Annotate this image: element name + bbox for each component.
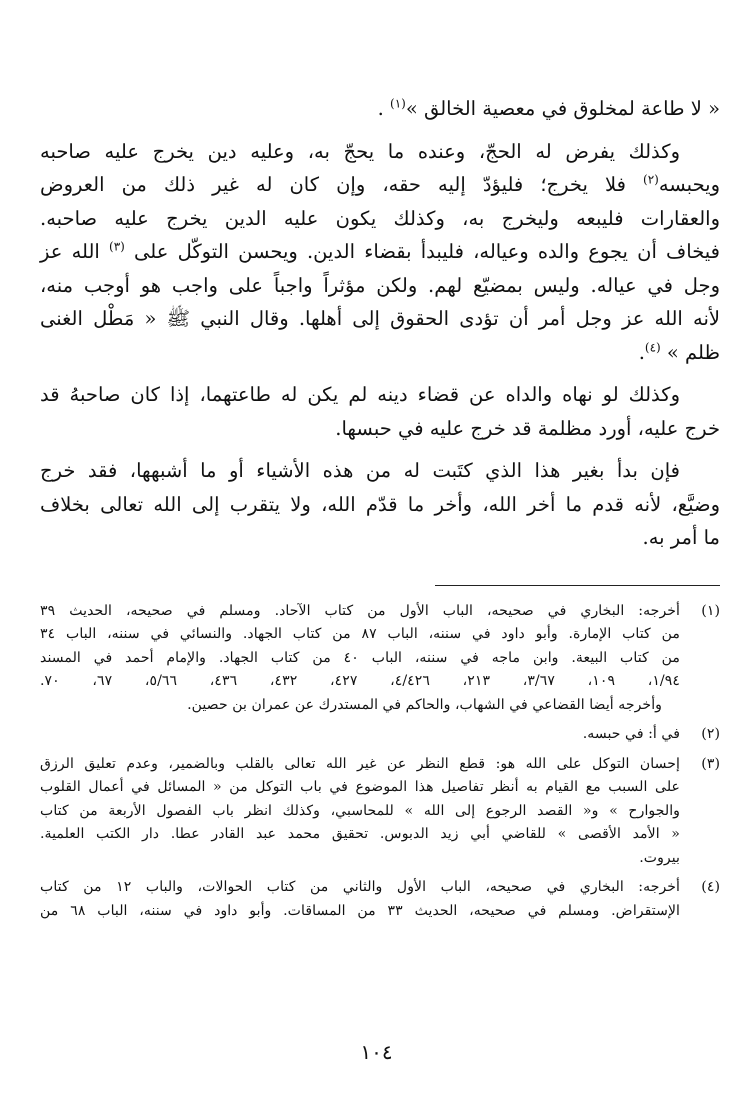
text-line: وجل في عياله. وليس بمضيّع لهم. ولكن مؤثراً واجباً على واجب هو أوجب منه، — [40, 273, 720, 297]
footnote-1 — [40, 600, 720, 718]
footnote-line: على السبب مع القيام به أنظر تفاصيل هذا الموضوع في باب التوكل من « المسائل في أعمال القلوب — [40, 779, 680, 795]
text-line: خرج عليه، أورد مظلمة قد خرج عليه في حبسها. — [335, 416, 720, 440]
text-line — [40, 168, 720, 202]
footnote-4 — [40, 876, 720, 923]
footnote-divider — [435, 585, 720, 586]
footnote-line: أخرجه: البخاري في صحيحه، الباب الأول من كتاب الآحاد. ومسلم في صحيحه، الحديث ٣٩ — [40, 602, 680, 619]
footnote-number: (٣) — [701, 755, 720, 772]
footnote-line: بيروت. — [639, 849, 680, 866]
text-span: فلا يخرج؛ فليؤدّ إليه حقه، وإن كان له غير ذلك من العروض — [40, 173, 643, 196]
text-span: ويحبسه — [658, 173, 720, 196]
text-span: . — [377, 97, 391, 120]
footnote-line: ١/٩٤، ١٠٩، ٣/٦٧، ٢١٣، ٤/٤٢٦، ٤٢٧، ٤٣٢، ٤٣٦، ٥/٦٦، ٦٧، ٧٠. — [40, 673, 680, 689]
footnote-ref[interactable]: (١) — [390, 96, 406, 111]
paragraph-3 — [40, 378, 720, 445]
footnote-ref[interactable]: (٣) — [109, 239, 125, 254]
paragraph-2 — [40, 135, 720, 370]
footnote-number: (٤) — [701, 879, 720, 895]
page-number: ١٠٤ — [360, 1040, 393, 1064]
text-line — [40, 235, 720, 269]
text-span: الله عز — [40, 240, 110, 263]
text-line: ما أمر به. — [642, 526, 720, 549]
footnote-line: الإستقراض. ومسلم في صحيحه، الحديث ٣٣ من المساقات. وأبو داود في سننه، الباب ٦٨ من — [40, 902, 680, 919]
text-line — [40, 336, 720, 370]
footnote-line: إحسان التوكل على الله هو: قطع النظر عن غير الله تعالى بالقلب وبالضمير، وعدم تعليق الرزق — [40, 755, 680, 772]
text-line: لأنه الله عز وجل أمر أن تؤدى الحقوق إلى أهلها. وقال النبي ﷺ « مَطْل الغنى — [40, 307, 720, 330]
text-line: وضيَّع، لأنه قدم ما أخر الله، وأخر ما قدّم الله، ولا يتقرب إلى الله تعالى بخلاف — [40, 492, 720, 516]
paragraph-4 — [40, 454, 720, 555]
footnote-line: من كتاب الإمارة. وأبو داود في سننه، الباب ٨٧ من كتاب الجهاد. والنسائي في سننه، الباب ٣٤ — [40, 626, 680, 642]
text-span: فيخاف أن يجوع والده وعياله، فليبدأ بقضاء الدين. ويحسن التوكّل على — [134, 240, 721, 263]
footnote-number: (١) — [701, 602, 720, 619]
footnote-2 — [40, 723, 720, 747]
text-line: وكذلك لو نهاه والداه عن قضاء دينه لم يكن له طاعتهما، إذا كان صاحبهُ قد — [40, 383, 680, 406]
text-line: والعقارات فليبعه وليخرج به، وكذلك يكون عليه الدين يخرج عليه صاحبه. — [40, 206, 720, 230]
footnote-line: وأخرجه أيضا القضاعي في الشهاب، والحاكم في المستدرك عن عمران بن حصين. — [187, 696, 662, 713]
page-body — [40, 92, 720, 929]
footnote-ref[interactable]: (٤) — [644, 340, 661, 354]
text-line: وكذلك يفرض له الحجّ، وعنده ما يحجّ به، وعليه دين يخرج عليه صاحبه — [40, 139, 680, 163]
footnotes — [40, 600, 720, 924]
text-line — [40, 92, 720, 126]
text-span: . — [638, 340, 645, 364]
footnote-line: أخرجه: البخاري في صحيحه، الباب الأول والثاني من كتاب الحوالات، والباب ١٢ من كتاب — [40, 879, 681, 895]
paragraph-1 — [40, 92, 720, 126]
footnote-number: (٢) — [701, 726, 720, 742]
footnote-line: والجوارح » و« القصد الرجوع إلى الله » للمحاسبي، وكذلك انظر باب الفصول الأربعة من كتاب — [40, 802, 680, 819]
text-span: ظلم » — [660, 340, 720, 364]
footnote-line: « الأمد الأقصى » للقاضي أبي زيد الدبوس. تحقيق محمد عبد القادر عطا. دار الكتب العلمية. — [40, 826, 680, 842]
text-span: « لا طاعة لمخلوق في معصية الخالق » — [405, 97, 720, 120]
text-line: فإن بدأ بغير هذا الذي كتَبت له من هذه الأشياء أو ما أشبهها، فقد خرج — [40, 459, 680, 482]
footnote-ref[interactable]: (٢) — [643, 172, 659, 187]
footnote-3 — [40, 753, 720, 871]
footnote-line: من كتاب البيعة. وابن ماجه في سننه، الباب ٤٠ من كتاب الجهاد. والإمام أحمد في المسند — [40, 649, 680, 666]
footnote-line: في أ: في حبسه. — [582, 726, 680, 742]
